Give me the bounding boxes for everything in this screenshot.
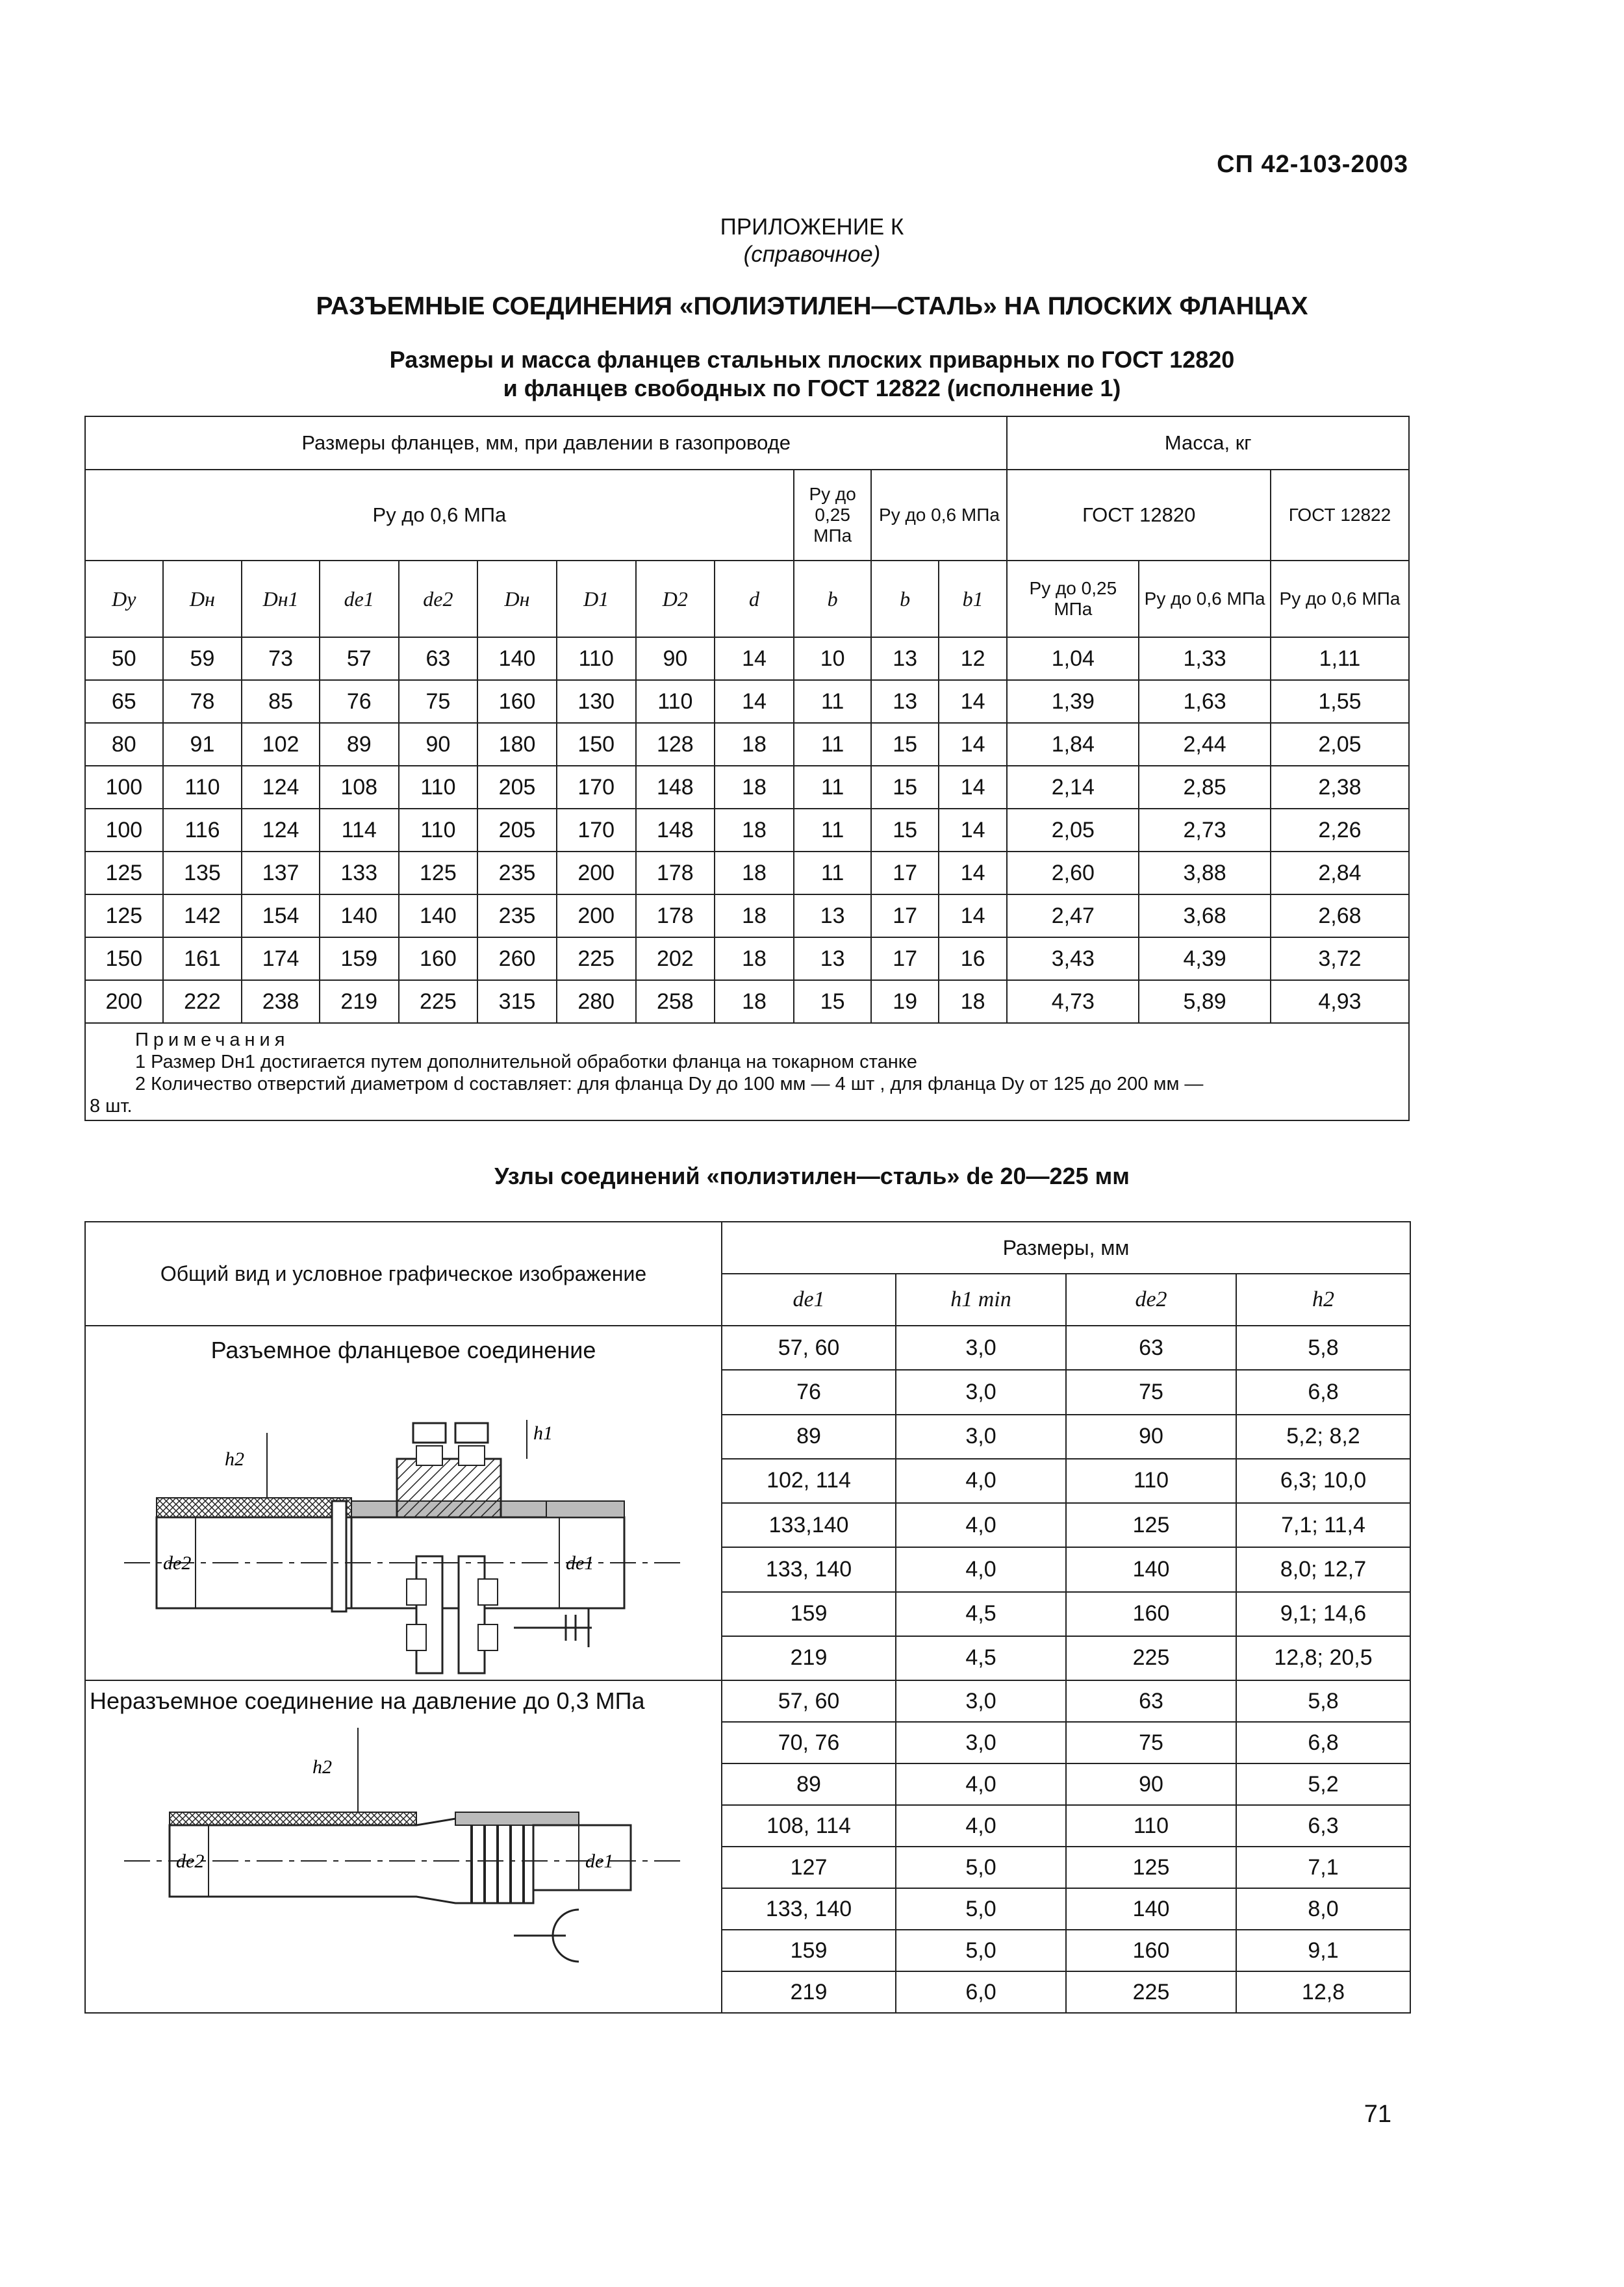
table-row <box>85 937 1409 980</box>
table-cell: 65 <box>85 680 163 723</box>
table-cell: 159 <box>722 1930 896 1971</box>
table-cell: 1,33 <box>1139 637 1271 680</box>
table-cell: 18 <box>715 766 794 809</box>
table-cell: 140 <box>320 894 399 937</box>
table-cell: 205 <box>477 809 557 852</box>
table-cell: 127 <box>722 1847 896 1888</box>
table-cell: 14 <box>715 680 794 723</box>
table-cell: 160 <box>399 937 478 980</box>
table-cell: 3,0 <box>896 1680 1066 1722</box>
header-gost12822: ГОСТ 12822 <box>1271 470 1409 561</box>
table-row <box>85 766 1409 809</box>
table-cell: 258 <box>636 980 715 1023</box>
table-cell: 2,26 <box>1271 809 1409 852</box>
table-cell: 225 <box>557 937 636 980</box>
table-cell: 135 <box>163 852 242 894</box>
table-cell: 8,0; 12,7 <box>1236 1547 1410 1591</box>
table-cell: 219 <box>320 980 399 1023</box>
table-row <box>85 894 1409 937</box>
table-cell: 80 <box>85 723 163 766</box>
table-row <box>85 852 1409 894</box>
col-header: Dн1 <box>242 561 320 637</box>
table-cell: 142 <box>163 894 242 937</box>
flange-table-body <box>85 637 1409 1023</box>
table-cell: 148 <box>636 809 715 852</box>
flange-joint-drawing <box>111 1368 696 1680</box>
table-cell: 75 <box>1066 1722 1236 1763</box>
table-cell: 5,0 <box>896 1888 1066 1930</box>
table-cell: 9,1 <box>1236 1930 1410 1971</box>
table-cell: 159 <box>722 1592 896 1636</box>
table-cell: 3,0 <box>896 1326 1066 1370</box>
table-cell: 160 <box>477 680 557 723</box>
table-cell: 2,73 <box>1139 809 1271 852</box>
table-cell: 238 <box>242 980 320 1023</box>
table-cell: 219 <box>722 1636 896 1680</box>
table-cell: 4,5 <box>896 1636 1066 1680</box>
table-cell: 150 <box>85 937 163 980</box>
table-cell: 2,14 <box>1007 766 1139 809</box>
table-cell: 116 <box>163 809 242 852</box>
table-cell: 4,0 <box>896 1459 1066 1503</box>
table-row <box>85 723 1409 766</box>
table-cell: 125 <box>85 894 163 937</box>
table-cell: 5,8 <box>1236 1680 1410 1722</box>
table-cell: 2,47 <box>1007 894 1139 937</box>
table-cell: 110 <box>163 766 242 809</box>
table-cell: 5,8 <box>1236 1326 1410 1370</box>
table-cell: 125 <box>1066 1847 1236 1888</box>
table-cell: 1,55 <box>1271 680 1409 723</box>
table-cell: 108 <box>320 766 399 809</box>
table-cell: 140 <box>477 637 557 680</box>
table-cell: 6,8 <box>1236 1722 1410 1763</box>
table-cell: 140 <box>1066 1888 1236 1930</box>
table-cell: 90 <box>1066 1763 1236 1805</box>
table-cell: 17 <box>871 852 938 894</box>
table-cell: 18 <box>715 937 794 980</box>
table-cell: 14 <box>939 766 1008 809</box>
table-cell: 219 <box>722 1971 896 2013</box>
table-cell: 5,0 <box>896 1930 1066 1971</box>
table1-title-line1: Размеры и масса фланцев стальных плоских приварных по ГОСТ 12820 <box>389 346 1235 373</box>
table-row <box>85 680 1409 723</box>
table-cell: 91 <box>163 723 242 766</box>
table-cell: 18 <box>715 852 794 894</box>
table-cell: 1,04 <box>1007 637 1139 680</box>
table-cell: 7,1 <box>1236 1847 1410 1888</box>
joints-table <box>84 1221 1411 2014</box>
table-cell: 200 <box>85 980 163 1023</box>
table-cell: 124 <box>242 766 320 809</box>
table-cell: 170 <box>557 766 636 809</box>
col-header: d <box>715 561 794 637</box>
de2-label: de2 <box>163 1552 192 1574</box>
table-cell: 18 <box>715 723 794 766</box>
de1-label-2: de1 <box>585 1851 614 1872</box>
table-cell: 133 <box>320 852 399 894</box>
table-cell: 16 <box>939 937 1008 980</box>
table-cell: 140 <box>1066 1547 1236 1591</box>
table-cell: 85 <box>242 680 320 723</box>
table-cell: 70, 76 <box>722 1722 896 1763</box>
header-p06: Pу до 0,6 МПа <box>85 470 794 561</box>
h2-label: h2 <box>225 1448 244 1470</box>
table-cell: 4,39 <box>1139 937 1271 980</box>
table-cell: 15 <box>871 723 938 766</box>
table-cell: 2,84 <box>1271 852 1409 894</box>
table-cell: 14 <box>939 680 1008 723</box>
col-header: b <box>794 561 872 637</box>
table-cell: 137 <box>242 852 320 894</box>
table-cell: 76 <box>722 1370 896 1414</box>
page-title: РАЗЪЕМНЫЕ СОЕДИНЕНИЯ «ПОЛИЭТИЛЕН—СТАЛЬ» НА ПЛОСКИХ ФЛАНЦАХ <box>316 292 1308 320</box>
table-cell: 110 <box>399 766 478 809</box>
table-cell: 75 <box>399 680 478 723</box>
table-cell: 15 <box>871 766 938 809</box>
table-cell: 90 <box>399 723 478 766</box>
table-cell: 11 <box>794 809 872 852</box>
h1-label: h1 <box>533 1422 553 1444</box>
table-cell: 2,05 <box>1007 809 1139 852</box>
table-row <box>85 809 1409 852</box>
table-cell: 178 <box>636 894 715 937</box>
table-cell: 3,0 <box>896 1415 1066 1459</box>
table-cell: 133,140 <box>722 1503 896 1547</box>
table-row <box>85 980 1409 1023</box>
table-cell: 110 <box>399 809 478 852</box>
table-cell: 148 <box>636 766 715 809</box>
table-cell: 280 <box>557 980 636 1023</box>
table-cell: 1,84 <box>1007 723 1139 766</box>
table1-title-line2: и фланцев свободных по ГОСТ 12822 (исполнение 1) <box>503 375 1121 401</box>
table1-title <box>0 346 1624 403</box>
table-cell: 222 <box>163 980 242 1023</box>
col-header: Pу до 0,6 МПа <box>1139 561 1271 637</box>
note-1: 1 Размер Dн1 достигается путем дополнительной обработки фланца на токарном станке <box>135 1052 917 1072</box>
table-cell: 63 <box>399 637 478 680</box>
table-cell: 14 <box>939 894 1008 937</box>
page-number: 71 <box>1364 2101 1391 2128</box>
section2-body <box>85 1680 1410 2013</box>
table-cell: 18 <box>939 980 1008 1023</box>
table-row <box>85 1680 1410 1722</box>
col-h2: h2 <box>1236 1274 1410 1326</box>
de2-label-2: de2 <box>176 1851 205 1872</box>
table-cell: 15 <box>794 980 872 1023</box>
table-cell: 89 <box>722 1763 896 1805</box>
table-cell: 2,60 <box>1007 852 1139 894</box>
table-cell: 4,0 <box>896 1547 1066 1591</box>
table-cell: 140 <box>399 894 478 937</box>
table-cell: 12,8; 20,5 <box>1236 1636 1410 1680</box>
note-2: 2 Количество отверстий диаметром d составляет: для фланца Dу до 100 мм — 4 шт , для фланца Dу от 125 до 200 мм — <box>135 1074 1204 1094</box>
col-de2: de2 <box>1066 1274 1236 1326</box>
table-cell: 11 <box>794 723 872 766</box>
table-cell: 18 <box>715 894 794 937</box>
table-cell: 170 <box>557 809 636 852</box>
table-cell: 89 <box>722 1415 896 1459</box>
appendix-kind: (справочное) <box>743 242 881 267</box>
table-cell: 4,93 <box>1271 980 1409 1023</box>
appendix-label: ПРИЛОЖЕНИЕ К <box>720 214 904 240</box>
col-header: Dн <box>163 561 242 637</box>
table-cell: 200 <box>557 894 636 937</box>
table-cell: 102 <box>242 723 320 766</box>
table-cell: 13 <box>794 937 872 980</box>
table-cell: 5,2 <box>1236 1763 1410 1805</box>
table-cell: 11 <box>794 766 872 809</box>
col-de1: de1 <box>722 1274 896 1326</box>
table-cell: 2,68 <box>1271 894 1409 937</box>
table-cell: 17 <box>871 894 938 937</box>
table-cell: 128 <box>636 723 715 766</box>
table-cell: 3,0 <box>896 1722 1066 1763</box>
table-cell: 12 <box>939 637 1008 680</box>
table-cell: 159 <box>320 937 399 980</box>
table-cell: 2,85 <box>1139 766 1271 809</box>
table-cell: 205 <box>477 766 557 809</box>
col-header: de1 <box>320 561 399 637</box>
header-p06b: Pу до 0,6 МПа <box>871 470 1007 561</box>
section2-figure <box>85 1680 722 2013</box>
table-cell: 114 <box>320 809 399 852</box>
table-cell: 3,88 <box>1139 852 1271 894</box>
table-cell: 178 <box>636 852 715 894</box>
table-cell: 102, 114 <box>722 1459 896 1503</box>
table-cell: 57, 60 <box>722 1326 896 1370</box>
table-cell: 17 <box>871 937 938 980</box>
section1-label: Разъемное фланцевое соединение <box>210 1337 596 1363</box>
table-cell: 63 <box>1066 1680 1236 1722</box>
table-cell: 125 <box>399 852 478 894</box>
table-cell: 110 <box>1066 1459 1236 1503</box>
table-cell: 260 <box>477 937 557 980</box>
table-cell: 57, 60 <box>722 1680 896 1722</box>
table-cell: 14 <box>939 809 1008 852</box>
table-cell: 154 <box>242 894 320 937</box>
table-cell: 50 <box>85 637 163 680</box>
col-header: b1 <box>939 561 1008 637</box>
table-cell: 19 <box>871 980 938 1023</box>
table-cell: 160 <box>1066 1930 1236 1971</box>
table-cell: 5,0 <box>896 1847 1066 1888</box>
table-cell: 10 <box>794 637 872 680</box>
table-cell: 4,0 <box>896 1805 1066 1847</box>
table-cell: 11 <box>794 852 872 894</box>
table-cell: 150 <box>557 723 636 766</box>
table-cell: 315 <box>477 980 557 1023</box>
table-cell: 200 <box>557 852 636 894</box>
table-cell: 13 <box>871 680 938 723</box>
table-cell: 4,73 <box>1007 980 1139 1023</box>
table-cell: 57 <box>320 637 399 680</box>
table-cell: 6,0 <box>896 1971 1066 2013</box>
section1-body <box>85 1326 1410 1680</box>
table-cell: 89 <box>320 723 399 766</box>
table-cell: 13 <box>794 894 872 937</box>
col-header: Pу до 0,25 МПа <box>1007 561 1139 637</box>
table-cell: 108, 114 <box>722 1805 896 1847</box>
table-cell: 225 <box>399 980 478 1023</box>
h2-label-2: h2 <box>312 1756 332 1778</box>
table-cell: 130 <box>557 680 636 723</box>
table-cell: 2,05 <box>1271 723 1409 766</box>
table-cell: 15 <box>871 809 938 852</box>
table-cell: 2,44 <box>1139 723 1271 766</box>
header-dims-group: Размеры фланцев, мм, при давлении в газопроводе <box>85 416 1007 470</box>
table-cell: 133, 140 <box>722 1547 896 1591</box>
table-cell: 90 <box>636 637 715 680</box>
table2-title: Узлы соединений «полиэтилен—сталь» de 20—225 мм <box>494 1163 1130 1189</box>
table-cell: 9,1; 14,6 <box>1236 1592 1410 1636</box>
table-cell: 110 <box>1066 1805 1236 1847</box>
table-cell: 1,63 <box>1139 680 1271 723</box>
note-2-cont: 8 шт. <box>90 1096 133 1117</box>
table-row <box>85 1326 1410 1370</box>
table-cell: 225 <box>1066 1971 1236 2013</box>
table-cell: 12,8 <box>1236 1971 1410 2013</box>
table-cell: 14 <box>939 723 1008 766</box>
table-cell: 59 <box>163 637 242 680</box>
header-mass-group: Масса, кг <box>1007 416 1409 470</box>
table-cell: 225 <box>1066 1636 1236 1680</box>
table-cell: 100 <box>85 766 163 809</box>
col-header: Pу до 0,6 МПа <box>1271 561 1409 637</box>
table-cell: 124 <box>242 809 320 852</box>
table-cell: 73 <box>242 637 320 680</box>
table-cell: 174 <box>242 937 320 980</box>
col-general-view: Общий вид и условное графическое изображение <box>85 1222 722 1326</box>
table-cell: 18 <box>715 980 794 1023</box>
notes-heading: Примечания <box>135 1030 290 1050</box>
col-header: b <box>871 561 938 637</box>
table-cell: 3,72 <box>1271 937 1409 980</box>
document-code: СП 42-103-2003 <box>1217 151 1408 178</box>
table-cell: 1,39 <box>1007 680 1139 723</box>
table-cell: 5,2; 8,2 <box>1236 1415 1410 1459</box>
table-cell: 78 <box>163 680 242 723</box>
table-cell: 2,38 <box>1271 766 1409 809</box>
table-cell: 235 <box>477 852 557 894</box>
header-p025: Pу до 0,25 МПа <box>794 470 872 561</box>
col-header: Dу <box>85 561 163 637</box>
table-cell: 202 <box>636 937 715 980</box>
table-cell: 13 <box>871 637 938 680</box>
table-cell: 18 <box>715 809 794 852</box>
table-cell: 161 <box>163 937 242 980</box>
de1-label: de1 <box>566 1552 594 1574</box>
table-cell: 160 <box>1066 1592 1236 1636</box>
table-cell: 76 <box>320 680 399 723</box>
table-cell: 110 <box>557 637 636 680</box>
table-cell: 6,3; 10,0 <box>1236 1459 1410 1503</box>
col-h1min: h1 min <box>896 1274 1066 1326</box>
table-cell: 4,5 <box>896 1592 1066 1636</box>
table-cell: 3,0 <box>896 1370 1066 1414</box>
col-header: Dн <box>477 561 557 637</box>
table-notes <box>85 1023 1409 1120</box>
col-header: de2 <box>399 561 478 637</box>
flange-table <box>84 416 1410 1121</box>
table-cell: 100 <box>85 809 163 852</box>
section2-label: Неразъемное соединение на давление до 0,3 МПа <box>90 1687 645 1714</box>
table-cell: 6,3 <box>1236 1805 1410 1847</box>
table-cell: 5,89 <box>1139 980 1271 1023</box>
table-cell: 8,0 <box>1236 1888 1410 1930</box>
table-cell: 3,43 <box>1007 937 1139 980</box>
table-cell: 63 <box>1066 1326 1236 1370</box>
table-cell: 4,0 <box>896 1763 1066 1805</box>
table-row <box>85 637 1409 680</box>
col-dims: Размеры, мм <box>722 1222 1410 1274</box>
table-cell: 235 <box>477 894 557 937</box>
table-cell: 1,11 <box>1271 637 1409 680</box>
table-cell: 180 <box>477 723 557 766</box>
table-cell: 90 <box>1066 1415 1236 1459</box>
col-header: D1 <box>557 561 636 637</box>
table-cell: 6,8 <box>1236 1370 1410 1414</box>
table-cell: 4,0 <box>896 1503 1066 1547</box>
table-cell: 14 <box>715 637 794 680</box>
table-cell: 110 <box>636 680 715 723</box>
table-cell: 133, 140 <box>722 1888 896 1930</box>
table-cell: 11 <box>794 680 872 723</box>
col-header: D2 <box>636 561 715 637</box>
header-gost12820: ГОСТ 12820 <box>1007 470 1271 561</box>
table-cell: 14 <box>939 852 1008 894</box>
table-cell: 3,68 <box>1139 894 1271 937</box>
permanent-joint-drawing <box>111 1715 696 1975</box>
table-cell: 125 <box>1066 1503 1236 1547</box>
table-cell: 7,1; 11,4 <box>1236 1503 1410 1547</box>
table-cell: 125 <box>85 852 163 894</box>
section1-figure <box>85 1326 722 1680</box>
table-cell: 75 <box>1066 1370 1236 1414</box>
